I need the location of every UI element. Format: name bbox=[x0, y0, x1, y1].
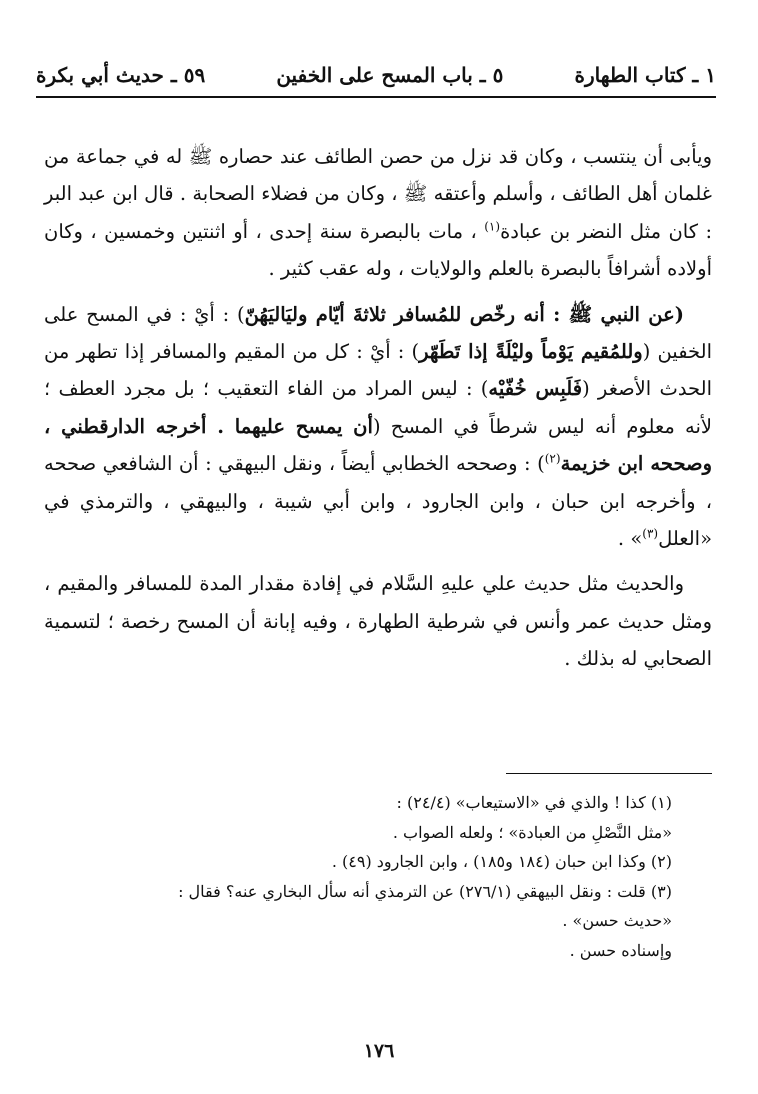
paragraph-1 bbox=[44, 138, 712, 288]
header-book-title: ١ ـ كتاب الطهارة bbox=[574, 63, 716, 87]
footnote-ref-3: (٣) bbox=[642, 526, 659, 541]
p2-hadith-text-1: أنه رخّص للمُسافر ثلاثةَ أيّام وليَاليَهُنّ bbox=[244, 302, 545, 326]
p2-hadith-text-3: فَلَبِس خُفّيْه bbox=[488, 377, 583, 401]
paragraph-1-line-4: اثنتين وخمسين ، وكان أولاده أشرافاً بالبصرة بالعلم والولايات ، وله عقب كثير . bbox=[44, 219, 712, 281]
paragraph-1-line-2: جماعة من غلمان أهل الطائف ، وأسلم وأعتقه ﷺ ، وكان من فضلاء الصحابة . bbox=[44, 145, 712, 206]
p2-open: (عن النبي ﷺ : bbox=[544, 302, 684, 326]
footnote-3-line-2: «حديث حسن» . bbox=[562, 911, 672, 930]
p2-hadith-text-4: أن يمسح عليهما . أخرجه الدارقطني ، وصححه ابن خزيمة bbox=[44, 414, 713, 476]
header-rule bbox=[36, 96, 716, 98]
paragraph-1-line-1: ويأبى أن ينتسب ، وكان قد نزل من حصن الطائف عند حصاره ﷺ له في bbox=[133, 145, 713, 168]
p2-commentary-2: ) : أيْ : كل من المقيم والمسافر إذا تطهر من الحدث الأصغر ( bbox=[44, 340, 712, 401]
body-text bbox=[44, 138, 712, 678]
footnotes bbox=[80, 788, 672, 965]
paragraph-1-line-3b: ، مات بالبصرة سنة إحدى ، أو bbox=[233, 219, 485, 243]
footnote-ref-2: (٢) bbox=[544, 451, 561, 466]
paragraph-1-line-3a: قال ابن عبد البر : كان مثل النضر بن عبادة bbox=[44, 182, 713, 243]
footnote-rule bbox=[506, 773, 712, 774]
header-chapter-title: ٥ ـ باب المسح على الخفين bbox=[276, 63, 504, 87]
footnote-1-line-1: (١) كذا ! والذي في «الاستيعاب» (٢٤/٤) : bbox=[396, 793, 672, 812]
p2-close: » . bbox=[617, 527, 643, 551]
header-hadith-title: ٥٩ ـ حديث أبي بكرة bbox=[36, 63, 206, 87]
paragraph-2 bbox=[44, 296, 712, 558]
footnote-3-line-3: وإسناده حسن . bbox=[569, 940, 672, 960]
footnote-3-line-1: (٣) قلت : ونقل البيهقي (٢٧٦/١) عن الترمذي أنه سأل البخاري عنه؟ فقال : bbox=[178, 881, 672, 901]
p2-hadith-text-2: وللمُقيم يَوْماً وليْلَةً إذا تَطَهّر bbox=[419, 340, 643, 364]
footnote-ref-1: (١) bbox=[484, 219, 501, 234]
paragraph-3: والحديث مثل حديث علي عليهِ السَّلام في إفادة مقدار المدة للمسافر والمقيم ، ومثل حديث عمر وأنس في شرطية الطهارة ، وفيه إبانة أن المسح رخصة ؛ لتسمية الصحابي له بذلك . bbox=[44, 572, 712, 671]
footnote-1-line-2: «مثل النَّصْلِ من العبادة» ؛ ولعله الصواب . bbox=[392, 822, 672, 842]
p2-commentary-4: ) : وصححه الخطابي أيضاً ، ونقل البيهقي : أن الشافعي صححه ، وأخرجه ابن حبان ، وابن الجارود ، وابن أبي شيبة ، والبيهقي ، والترمذي في «العلل bbox=[44, 452, 712, 551]
page-number: ١٧٦ bbox=[363, 1040, 395, 1062]
running-header bbox=[36, 58, 716, 92]
p2-commentary-1: ) : أيْ : في المسح على الخفين ( bbox=[44, 302, 713, 364]
p2-commentary-3: ) : ليس المراد من الفاء التعقيب ؛ بل مجرد العطف ؛ لأنه معلوم أنه ليس شرطاً في المسح ( bbox=[44, 377, 712, 438]
footnote-2: (٢) وكذا ابن حبان (١٨٤ و١٨٥) ، وابن الجارود (٤٩) . bbox=[331, 852, 672, 871]
